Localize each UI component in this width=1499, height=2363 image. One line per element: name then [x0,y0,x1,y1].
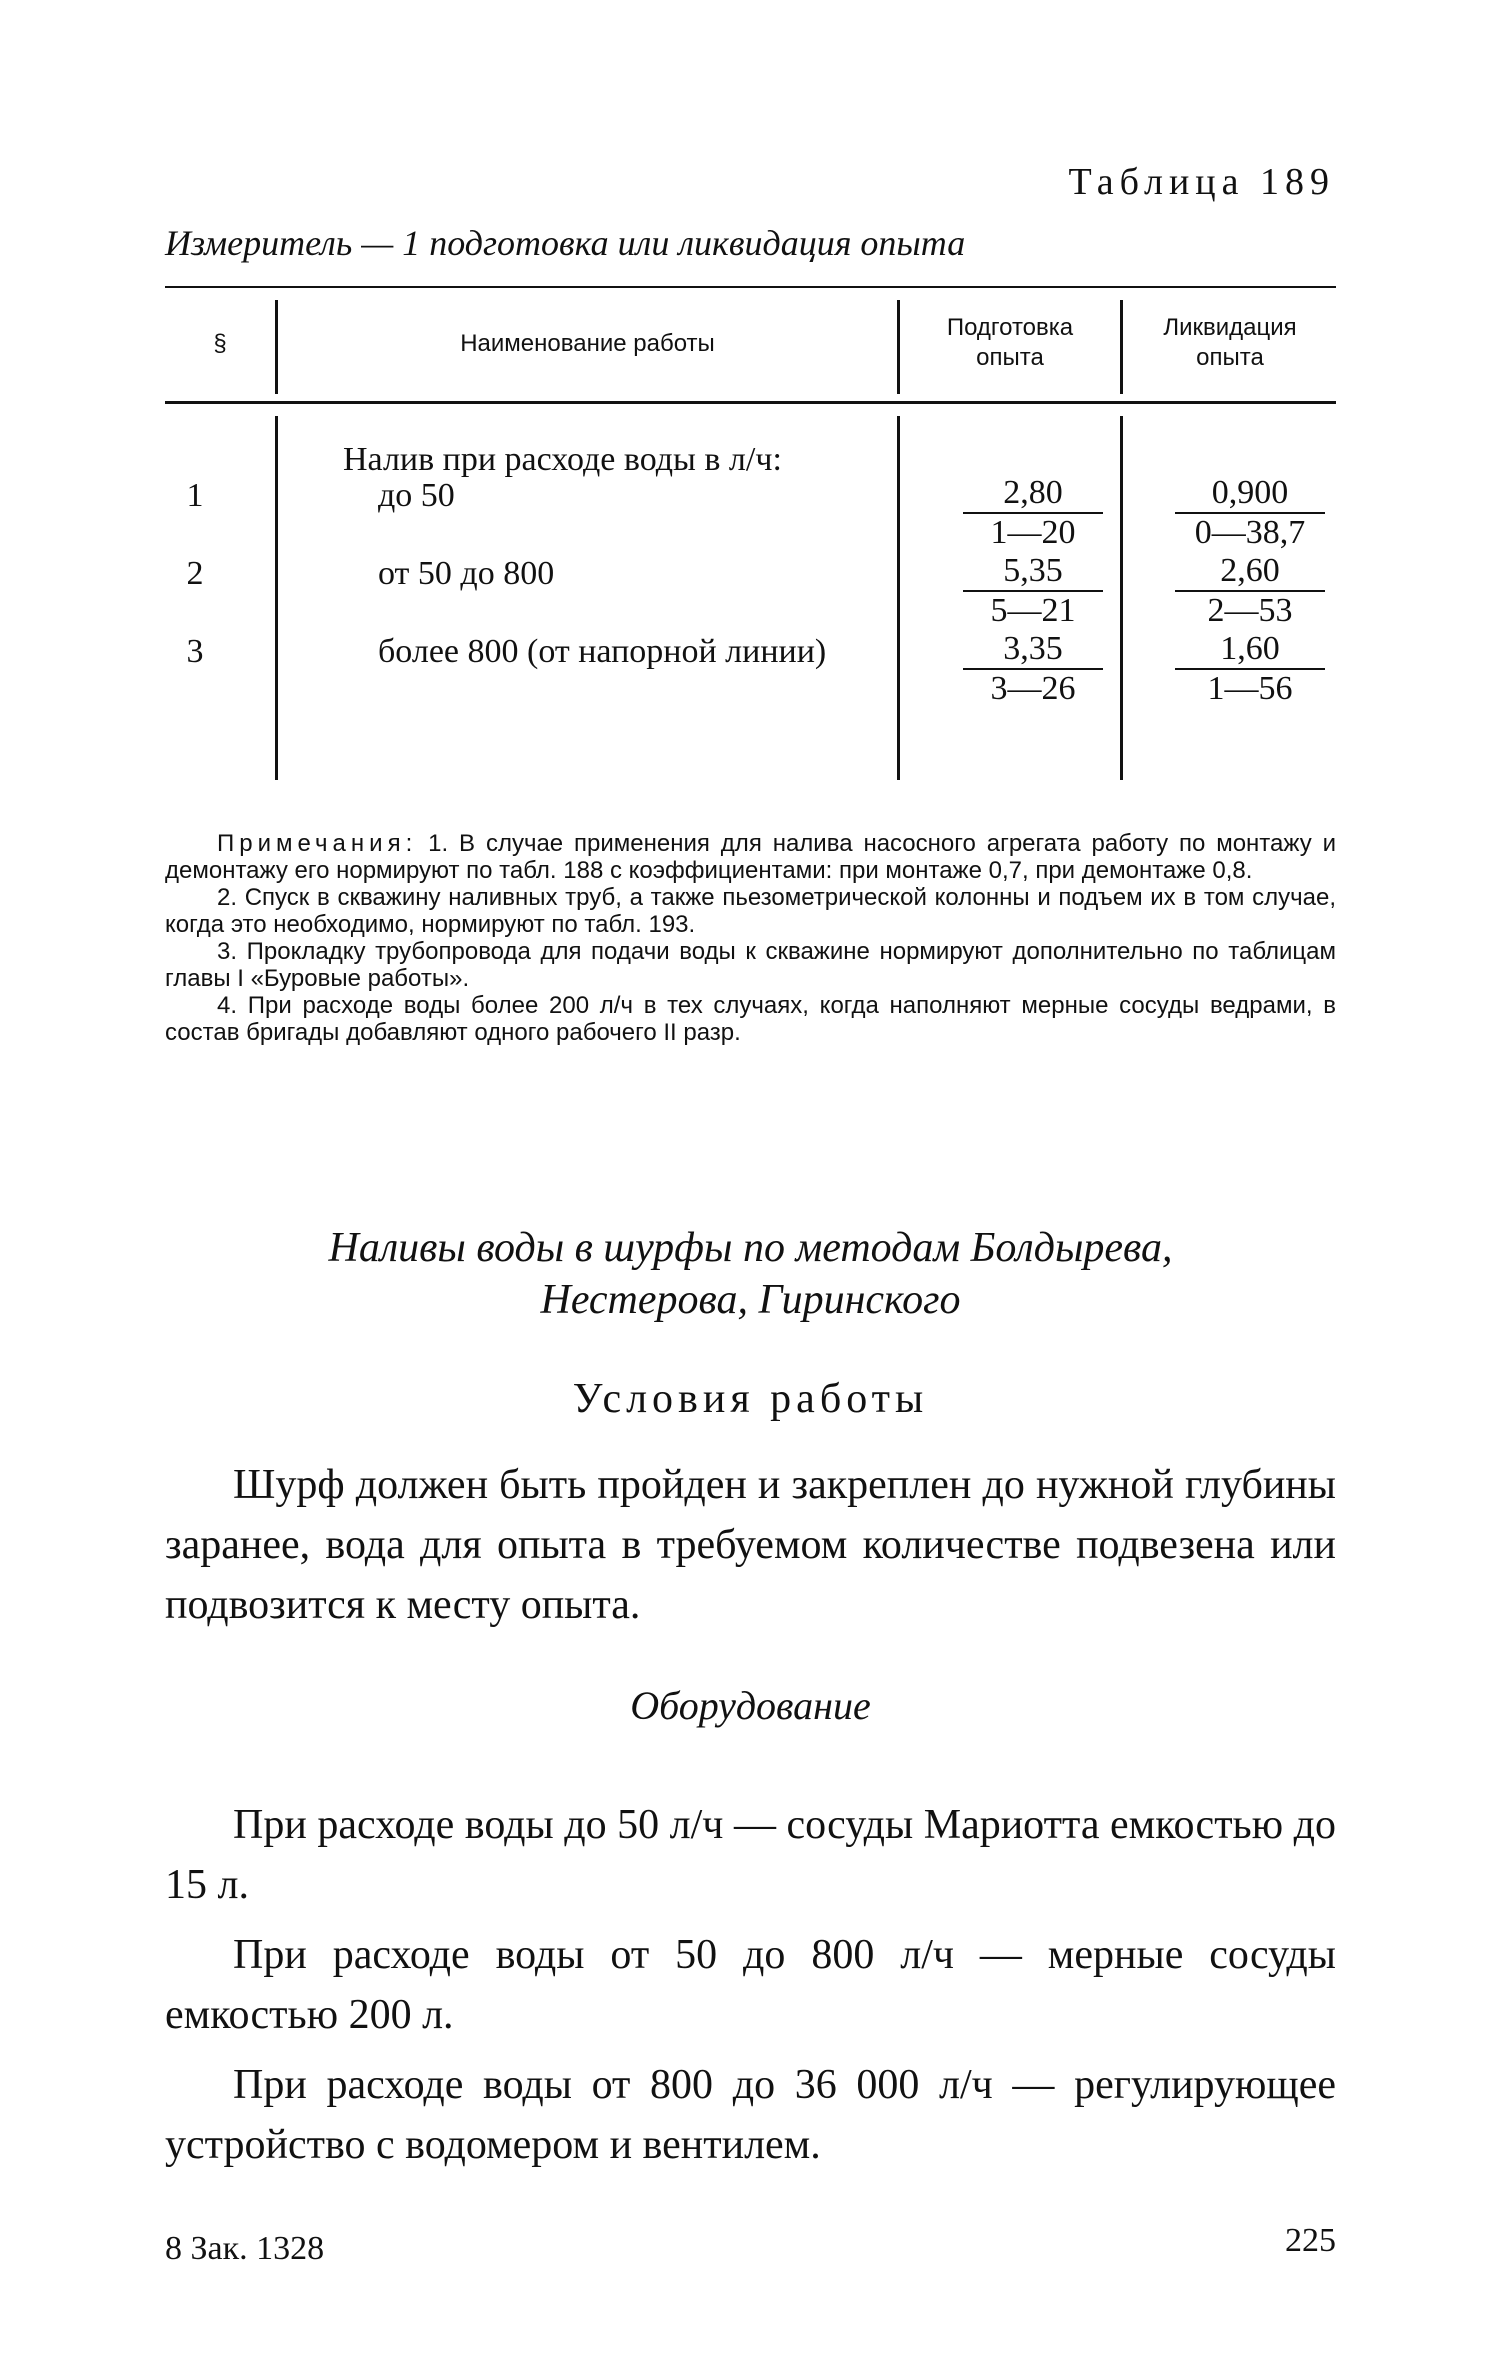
note-3: 3. Прокладку трубопровода для подачи воды к скважине нормируют дополнительно по таблицам главы I «Буровые работы». [165,938,1336,992]
equipment-item-3: При расходе воды от 800 до 36 000 л/ч — регулирующее устройство с водомером и вентилем. [165,2062,1336,2168]
table-number: Таблица 189 [1068,161,1335,203]
note-4: 4. При расходе воды более 200 л/ч в тех случаях, когда наполняют мерные сосуды ведрами, в состав бригады добавляют одного рабочего II разр. [165,992,1336,1046]
liq-rate: 2—53 [1207,592,1293,629]
col-divider-1-body [275,416,278,780]
prep-norm-time: 3,35 [963,630,1103,670]
row-prep-value [963,474,1103,552]
equipment-item-2: При расходе воды от 50 до 800 л/ч — мерные сосуды емкостью 200 л. [165,1932,1336,2038]
liq-rate: 1—56 [1207,670,1293,707]
row-work-name: от 50 до 800 [378,555,555,592]
row-work-name: более 800 (от напорной линии) [378,633,827,670]
norm-table [165,286,1336,780]
liq-norm-time: 0,900 [1175,474,1325,514]
header-liq: Ликвидация опыта [1163,314,1297,371]
liq-norm-time: 1,60 [1175,630,1325,670]
table-meter: Измеритель — 1 подготовка или ликвидация опыта [165,223,966,263]
col-divider-3-body [1120,416,1123,780]
equipment-item-1: При расходе воды до 50 л/ч — сосуды Мариотта емкостью до 15 л. [165,1802,1336,1908]
prep-rate: 1—20 [990,514,1076,551]
row-prep-value [963,552,1103,630]
prep-rate: 3—26 [990,670,1076,707]
header-section: § [213,330,227,357]
row-liq-value [1175,552,1325,630]
col-divider-2-body [897,416,900,780]
row-number: 1 [186,477,204,514]
prep-norm-time: 2,80 [963,474,1103,514]
conditions-heading: Условия работы [572,1376,929,1422]
row-number: 2 [186,555,204,592]
notes-lead: Примечания: [217,830,418,857]
table-top-rule [165,286,1336,288]
header-prep: Подготовка опыта [946,314,1074,371]
col-divider-3-header [1120,300,1123,394]
table-notes [165,830,1336,1046]
row-liq-value [1175,474,1325,552]
section-title-line-2: Нестерова, Гиринского [540,1277,961,1323]
equipment-heading: Оборудование [630,1683,871,1728]
note-1: 1. В случае применения для налива насосного агрегата работу по монтажу и демонтажу его нормируют по табл. 188 с коэффициентами: при монтаже 0,7, при демонтаже 0,8. [165,830,1336,884]
section-title [165,1222,1336,1326]
liq-norm-time: 2,60 [1175,552,1325,592]
conditions-paragraph [165,1455,1336,1635]
section-title-line-1: Наливы воды в шурфы по методам Болдырева, [328,1225,1173,1271]
equipment-list [165,1795,1336,2175]
page-number: 225 [1285,2222,1336,2259]
prep-rate: 5—21 [990,592,1076,629]
row-prep-value [963,630,1103,708]
print-order-mark: 8 Зак. 1328 [165,2230,325,2267]
row-group-label: Налив при расходе воды в л/ч: [343,441,782,478]
table-header-rule [165,401,1336,404]
row-number: 3 [186,633,204,670]
note-2: 2. Спуск в скважину наливных труб, а также пьезометрической колонны и подъем их в том случае, когда это необходимо, нормируют по табл. 193. [165,884,1336,938]
prep-norm-time: 5,35 [963,552,1103,592]
col-divider-2-header [897,300,900,394]
liq-rate: 0—38,7 [1194,514,1306,551]
conditions-text: Шурф должен быть пройден и закреплен до нужной глубины заранее, вода для опыта в требуемом количестве подвезена или подвозится к месту опыта. [165,1462,1336,1628]
row-liq-value [1175,630,1325,708]
header-work-name: Наименование работы [460,330,715,357]
row-work-name: до 50 [378,477,455,514]
